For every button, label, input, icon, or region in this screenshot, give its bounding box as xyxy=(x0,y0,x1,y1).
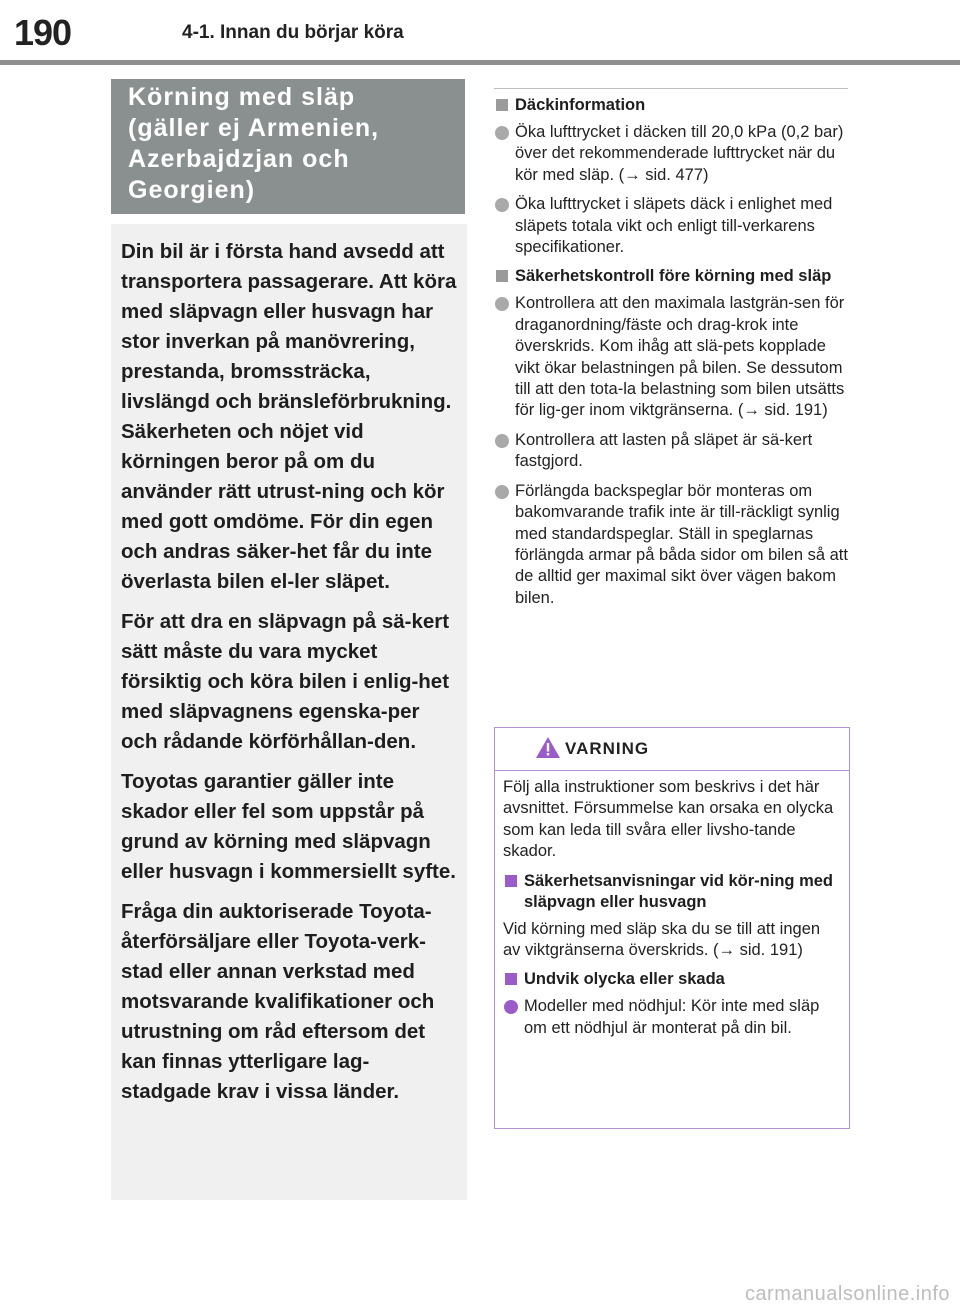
tire-bullet: Öka lufttrycket i däcken till 20,0 kPa (0,2 bar) över det rekommenderade lufttrycket när du kör med släp. (→ sid. 477) xyxy=(494,122,854,186)
warning-label: VARNING xyxy=(565,739,650,758)
square-bullet-icon xyxy=(496,99,508,111)
round-bullet-icon xyxy=(495,126,509,140)
round-bullet-icon xyxy=(495,485,509,499)
round-bullet-icon xyxy=(495,198,509,212)
tire-bullet: Öka lufttrycket i släpets däck i enlighet med släpets totala vikt och enligt till-verkarens specifikationer. xyxy=(494,194,854,258)
tire-info-heading: Däckinformation xyxy=(494,95,854,116)
warning-subheading: Undvik olycka eller skada xyxy=(503,969,841,990)
section-title-line: Körning med släp xyxy=(128,83,356,111)
round-bullet-icon xyxy=(495,434,509,448)
warning-header xyxy=(495,728,849,771)
safety-check-heading: Säkerhetskontroll före körning med släp xyxy=(494,266,854,287)
round-bullet-icon xyxy=(504,1000,518,1014)
section-title-line: (gäller ej Armenien, xyxy=(128,114,380,142)
intro-paragraph: Fråga din auktoriserade Toyota-återförsäljare eller Toyota-verk-stad eller annan verkstad med motsvarande kvalifikationer och utrustning om råd eftersom det kan finnas ytterligare lag-stadgade krav i vissa länder. xyxy=(121,900,435,1103)
round-bullet-icon xyxy=(495,297,509,311)
intro-paragraph: För att dra en släpvagn på sä-kert sätt måste du vara mycket försiktig och köra bilen i enlig-het med släpvagnens egenska-per och rådande körförhållan-den. xyxy=(121,610,450,753)
warning-box xyxy=(494,727,850,1129)
warning-text: Vid körning med släp ska du se till att ingen av viktgränserna överskrids. (→ sid. 191) xyxy=(503,919,821,960)
right-column xyxy=(494,88,854,617)
intro-box xyxy=(111,224,467,1200)
watermark: carmanualsonline.info xyxy=(744,1283,950,1305)
intro-paragraph: Din bil är i första hand avsedd att transportera passagerare. Att köra med släpvagn eller husvagn har stor inverkan på manövrering, prestanda, bromssträcka, livslängd och bränsleförbrukning. Säkerheten och nöjet vid körningen beror på om du använder rätt utrust-ning och kör med gott omdöme. För din egen och andras säker-het får du inte överlasta bilen el-ler släpet. xyxy=(121,240,457,593)
section-title-box xyxy=(111,79,465,214)
square-bullet-icon xyxy=(505,875,517,887)
section-title-line: Azerbajdzjan och xyxy=(128,145,350,173)
square-bullet-icon xyxy=(496,270,508,282)
section-title-line: Georgien) xyxy=(128,176,256,204)
safety-bullet: Kontrollera att den maximala lastgrän-sen för draganordning/fäste och drag-krok inte överskrids. Kom ihåg att slä-pets kopplade vikt ökar belastningen på bilen. Se dessutom till att den tota-la belastning som bilen utsätts för lig-ger inom viktgränserna. (→ sid. 191) xyxy=(494,293,854,421)
section-header: 4-1. Innan du börjar köra xyxy=(182,22,404,43)
header-divider xyxy=(0,60,960,65)
warning-triangle-icon xyxy=(535,736,561,764)
column-divider xyxy=(494,88,848,89)
square-bullet-icon xyxy=(505,973,517,985)
warning-body xyxy=(495,771,849,1039)
safety-bullet: Kontrollera att lasten på släpet är sä-kert fastgjord. xyxy=(494,430,854,473)
warning-bullet: Modeller med nödhjul: Kör inte med släp om ett nödhjul är monterat på din bil. xyxy=(503,996,841,1039)
intro-paragraph: Toyotas garantier gäller inte skador eller fel som uppstår på grund av körning med släpvagn eller husvagn i kommersiellt syfte. xyxy=(121,770,456,883)
warning-intro: Följ alla instruktioner som beskrivs i det här avsnittet. Försummelse kan orsaka en olycka som kan leda till svåra eller livsho-tande skador. xyxy=(503,778,834,861)
page-number: 190 xyxy=(14,12,72,53)
safety-bullet: Förlängda backspeglar bör monteras om bakomvarande trafik inte är till-räckligt synlig med standardspeglar. Ställ in speglarnas förlängda armar på båda sidor om bilen så att de alltid ger maximal sikt över vägen bakom bilen. xyxy=(494,481,854,609)
warning-subheading: Säkerhetsanvisningar vid kör-ning med släpvagn eller husvagn xyxy=(503,871,841,913)
